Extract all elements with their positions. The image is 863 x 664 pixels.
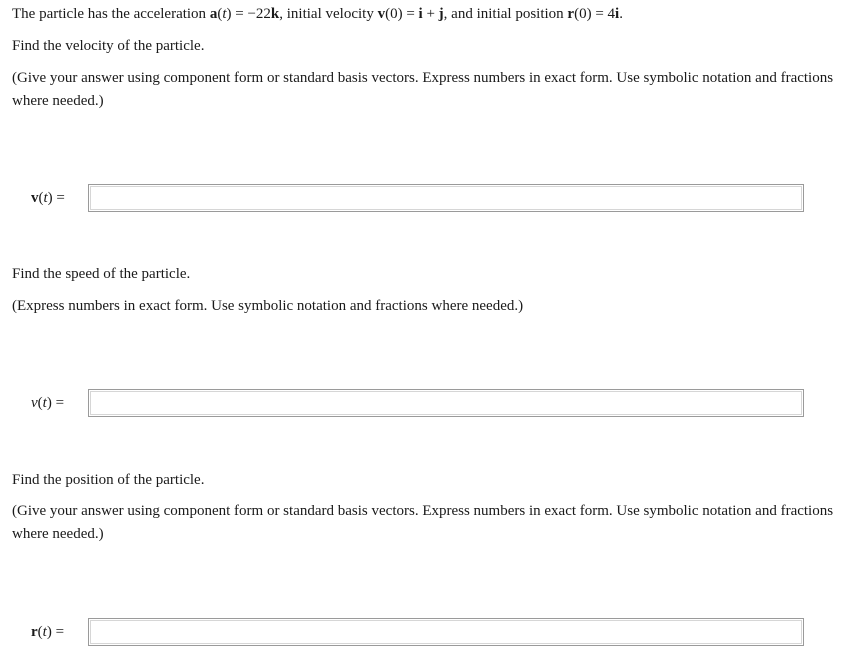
position-answer-row [0, 618, 863, 648]
velocity-answer-input[interactable] [88, 184, 804, 212]
position-prompt: Find the position of the particle. [12, 472, 205, 488]
velocity-symbol: v [377, 6, 386, 22]
velocity-label-symbol: v [31, 190, 39, 206]
acceleration-arg-close: ) [226, 6, 232, 22]
unit-vector-j: j [438, 6, 444, 22]
speed-label-open: ( [37, 395, 43, 411]
unit-vector-i-position: i [615, 6, 620, 22]
position-label-symbol: r [31, 624, 38, 640]
velocity-answer-row [0, 184, 863, 214]
acceleration-arg-open: ( [217, 6, 223, 22]
position-label-t: t [42, 624, 47, 640]
unit-vector-k: k [270, 6, 280, 22]
velocity-initial-arg: (0) = [385, 6, 419, 22]
speed-answer-input[interactable] [88, 389, 804, 417]
speed-prompt: Find the speed of the particle. [12, 266, 191, 282]
acceleration-value: = −22 [231, 6, 271, 22]
speed-label-close: ) = [46, 395, 65, 411]
velocity-text: , initial velocity [279, 6, 378, 22]
speed-answer-label [31, 395, 64, 412]
velocity-instructions: (Give your answer using component form or standard basis vectors. Express numbers in exact form. Use symbolic notation and fractions where needed.) [12, 70, 834, 109]
position-answer-input[interactable] [88, 618, 804, 646]
speed-label-t: t [42, 395, 47, 411]
position-initial-arg: (0) = 4 [574, 6, 616, 22]
position-text: , and initial position [443, 6, 568, 22]
acceleration-symbol: a [209, 6, 218, 22]
speed-answer-row [0, 389, 863, 419]
velocity-answer-label [31, 190, 65, 207]
velocity-label-open: ( [38, 190, 44, 206]
velocity-label-close: ) = [47, 190, 65, 206]
period: . [619, 6, 623, 22]
speed-label-symbol: v [31, 395, 38, 411]
acceleration-arg-t: t [222, 6, 227, 22]
velocity-prompt: Find the velocity of the particle. [12, 38, 205, 54]
unit-vector-i: i [418, 6, 423, 22]
plus-sign: + [422, 6, 439, 22]
speed-instructions: (Express numbers in exact form. Use symbolic notation and fractions where needed.) [12, 298, 524, 314]
problem-intro: The particle has the acceleration [12, 6, 210, 22]
position-instructions: (Give your answer using component form or standard basis vectors. Express numbers in exact form. Use symbolic notation and fractions where needed.) [12, 503, 834, 542]
position-symbol: r [567, 6, 575, 22]
position-label-open: ( [37, 624, 43, 640]
position-answer-label [31, 624, 64, 641]
position-label-close: ) = [46, 624, 65, 640]
velocity-label-t: t [43, 190, 48, 206]
problem-statement [12, 4, 623, 24]
